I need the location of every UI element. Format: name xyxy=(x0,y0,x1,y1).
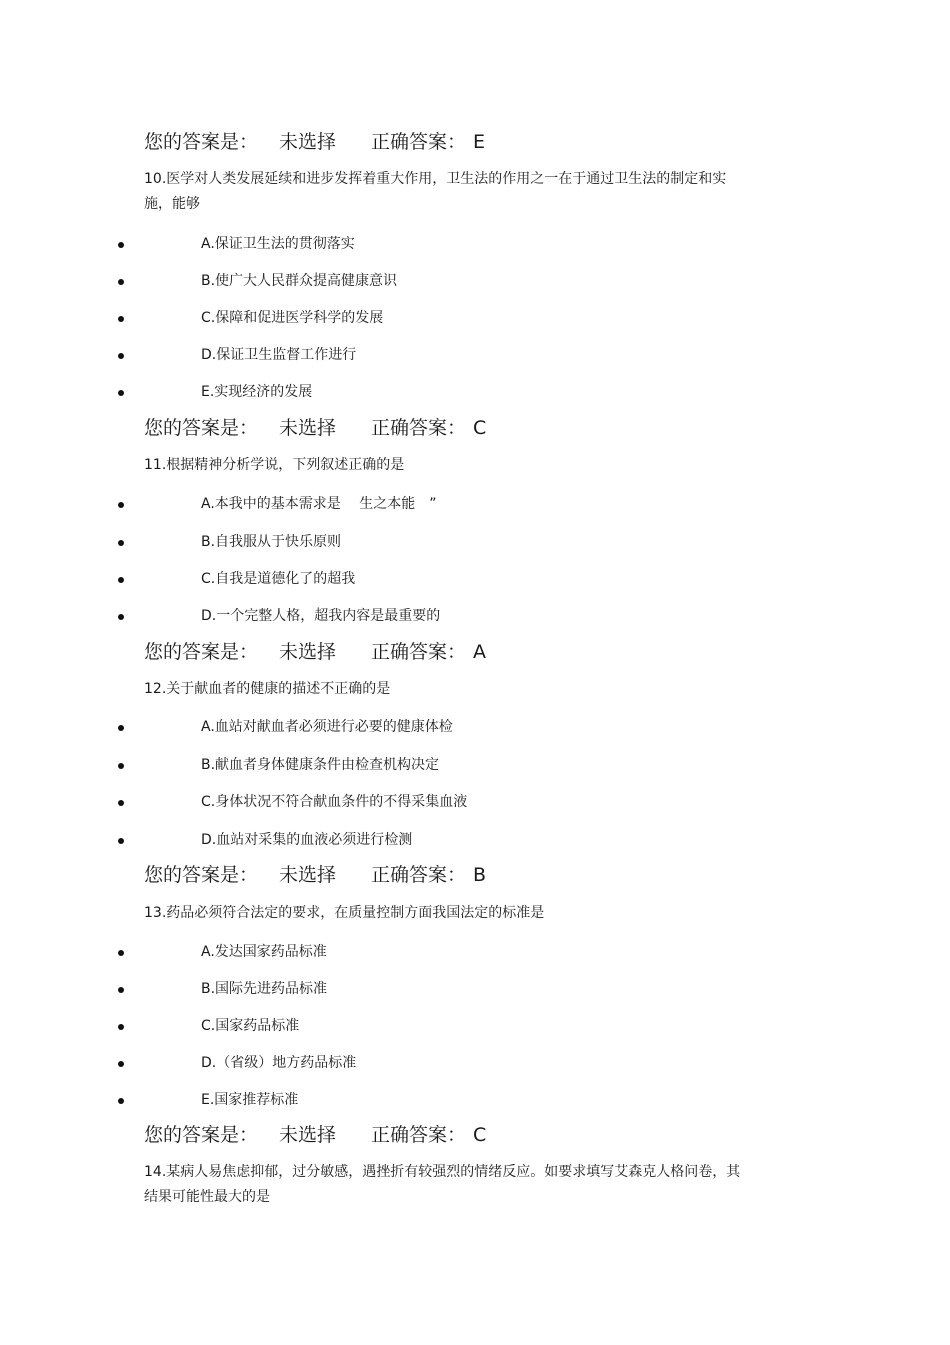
option-text: B.使广大人民群众提高健康意识 xyxy=(201,273,398,289)
option-text: C.身体状况不符合献血条件的不得采集血液 xyxy=(201,794,468,810)
question-text: 11.根据精神分析学说，下列叙述正确的是 xyxy=(144,457,405,473)
bullet-icon xyxy=(118,838,124,844)
your-answer-value: 未选择 xyxy=(279,864,337,886)
bullet-icon xyxy=(118,725,124,731)
your-answer-label: 您的答案是： xyxy=(144,417,259,439)
bullet-icon xyxy=(118,540,124,546)
your-answer-label: 您的答案是： xyxy=(144,1124,259,1146)
option-text: E.实现经济的发展 xyxy=(201,384,313,400)
correct-answer-label: 正确答案： xyxy=(371,1124,467,1146)
option-text: D.一个完整人格，超我内容是最重要的 xyxy=(201,608,441,624)
correct-answer-value: B xyxy=(473,864,487,886)
question-text: 14.某病人易焦虑抑郁，过分敏感，遇挫折有较强烈的情绪反应。如要求填写艾森克人格问卷，其结果可能性最大的是 xyxy=(144,1164,741,1205)
bullet-icon xyxy=(118,1098,124,1104)
bullet-icon xyxy=(118,316,124,322)
bullet-icon xyxy=(118,987,124,993)
your-answer-label: 您的答案是： xyxy=(144,864,259,886)
your-answer-value: 未选择 xyxy=(279,1124,337,1146)
bullet-icon xyxy=(118,502,124,508)
bullet-icon xyxy=(118,279,124,285)
option-text: C.自我是道德化了的超我 xyxy=(201,571,356,587)
your-answer-value: 未选择 xyxy=(279,131,337,153)
bullet-icon xyxy=(118,242,124,248)
option-text: B.自我服从于快乐原则 xyxy=(201,534,342,550)
question-text: 13.药品必须符合法定的要求，在质量控制方面我国法定的标准是 xyxy=(144,905,545,921)
bullet-icon xyxy=(118,614,124,620)
bullet-icon xyxy=(118,353,124,359)
option-text: A.本我中的基本需求是 生之本能 ” xyxy=(201,496,437,512)
option-text: D.血站对采集的血液必须进行检测 xyxy=(201,832,413,848)
correct-answer-value: E xyxy=(473,131,486,153)
correct-answer-label: 正确答案： xyxy=(371,864,467,886)
correct-answer-value: A xyxy=(473,641,486,663)
correct-answer-label: 正确答案： xyxy=(371,641,467,663)
correct-answer-value: C xyxy=(473,417,487,439)
option-text: C.保障和促进医学科学的发展 xyxy=(201,310,384,326)
bullet-icon xyxy=(118,577,124,583)
bullet-icon xyxy=(118,763,124,769)
your-answer-value: 未选择 xyxy=(279,641,337,663)
correct-answer-value: C xyxy=(473,1124,487,1146)
option-text: D.保证卫生监督工作进行 xyxy=(201,347,357,363)
bullet-icon xyxy=(118,1024,124,1030)
option-text: A.保证卫生法的贯彻落实 xyxy=(201,236,355,252)
option-text: A.血站对献血者必须进行必要的健康体检 xyxy=(201,719,453,735)
option-text: D.（省级）地方药品标准 xyxy=(201,1055,357,1071)
bullet-icon xyxy=(118,800,124,806)
correct-answer-label: 正确答案： xyxy=(371,131,467,153)
question-text: 10.医学对人类发展延续和进步发挥着重大作用，卫生法的作用之一在于通过卫生法的制定和实施，能够 xyxy=(144,171,727,212)
question-text: 12.关于献血者的健康的描述不正确的是 xyxy=(144,681,391,697)
correct-answer-label: 正确答案： xyxy=(371,417,467,439)
bullet-icon xyxy=(118,1061,124,1067)
option-text: C.国家药品标准 xyxy=(201,1018,300,1034)
bullet-icon xyxy=(118,390,124,396)
option-text: A.发达国家药品标准 xyxy=(201,944,327,960)
bullet-icon xyxy=(118,950,124,956)
your-answer-label: 您的答案是： xyxy=(144,641,259,663)
your-answer-label: 您的答案是： xyxy=(144,131,259,153)
option-text: B.国际先进药品标准 xyxy=(201,981,328,997)
option-text: E.国家推荐标准 xyxy=(201,1092,299,1108)
your-answer-value: 未选择 xyxy=(279,417,337,439)
option-text: B.献血者身体健康条件由检查机构决定 xyxy=(201,757,440,773)
